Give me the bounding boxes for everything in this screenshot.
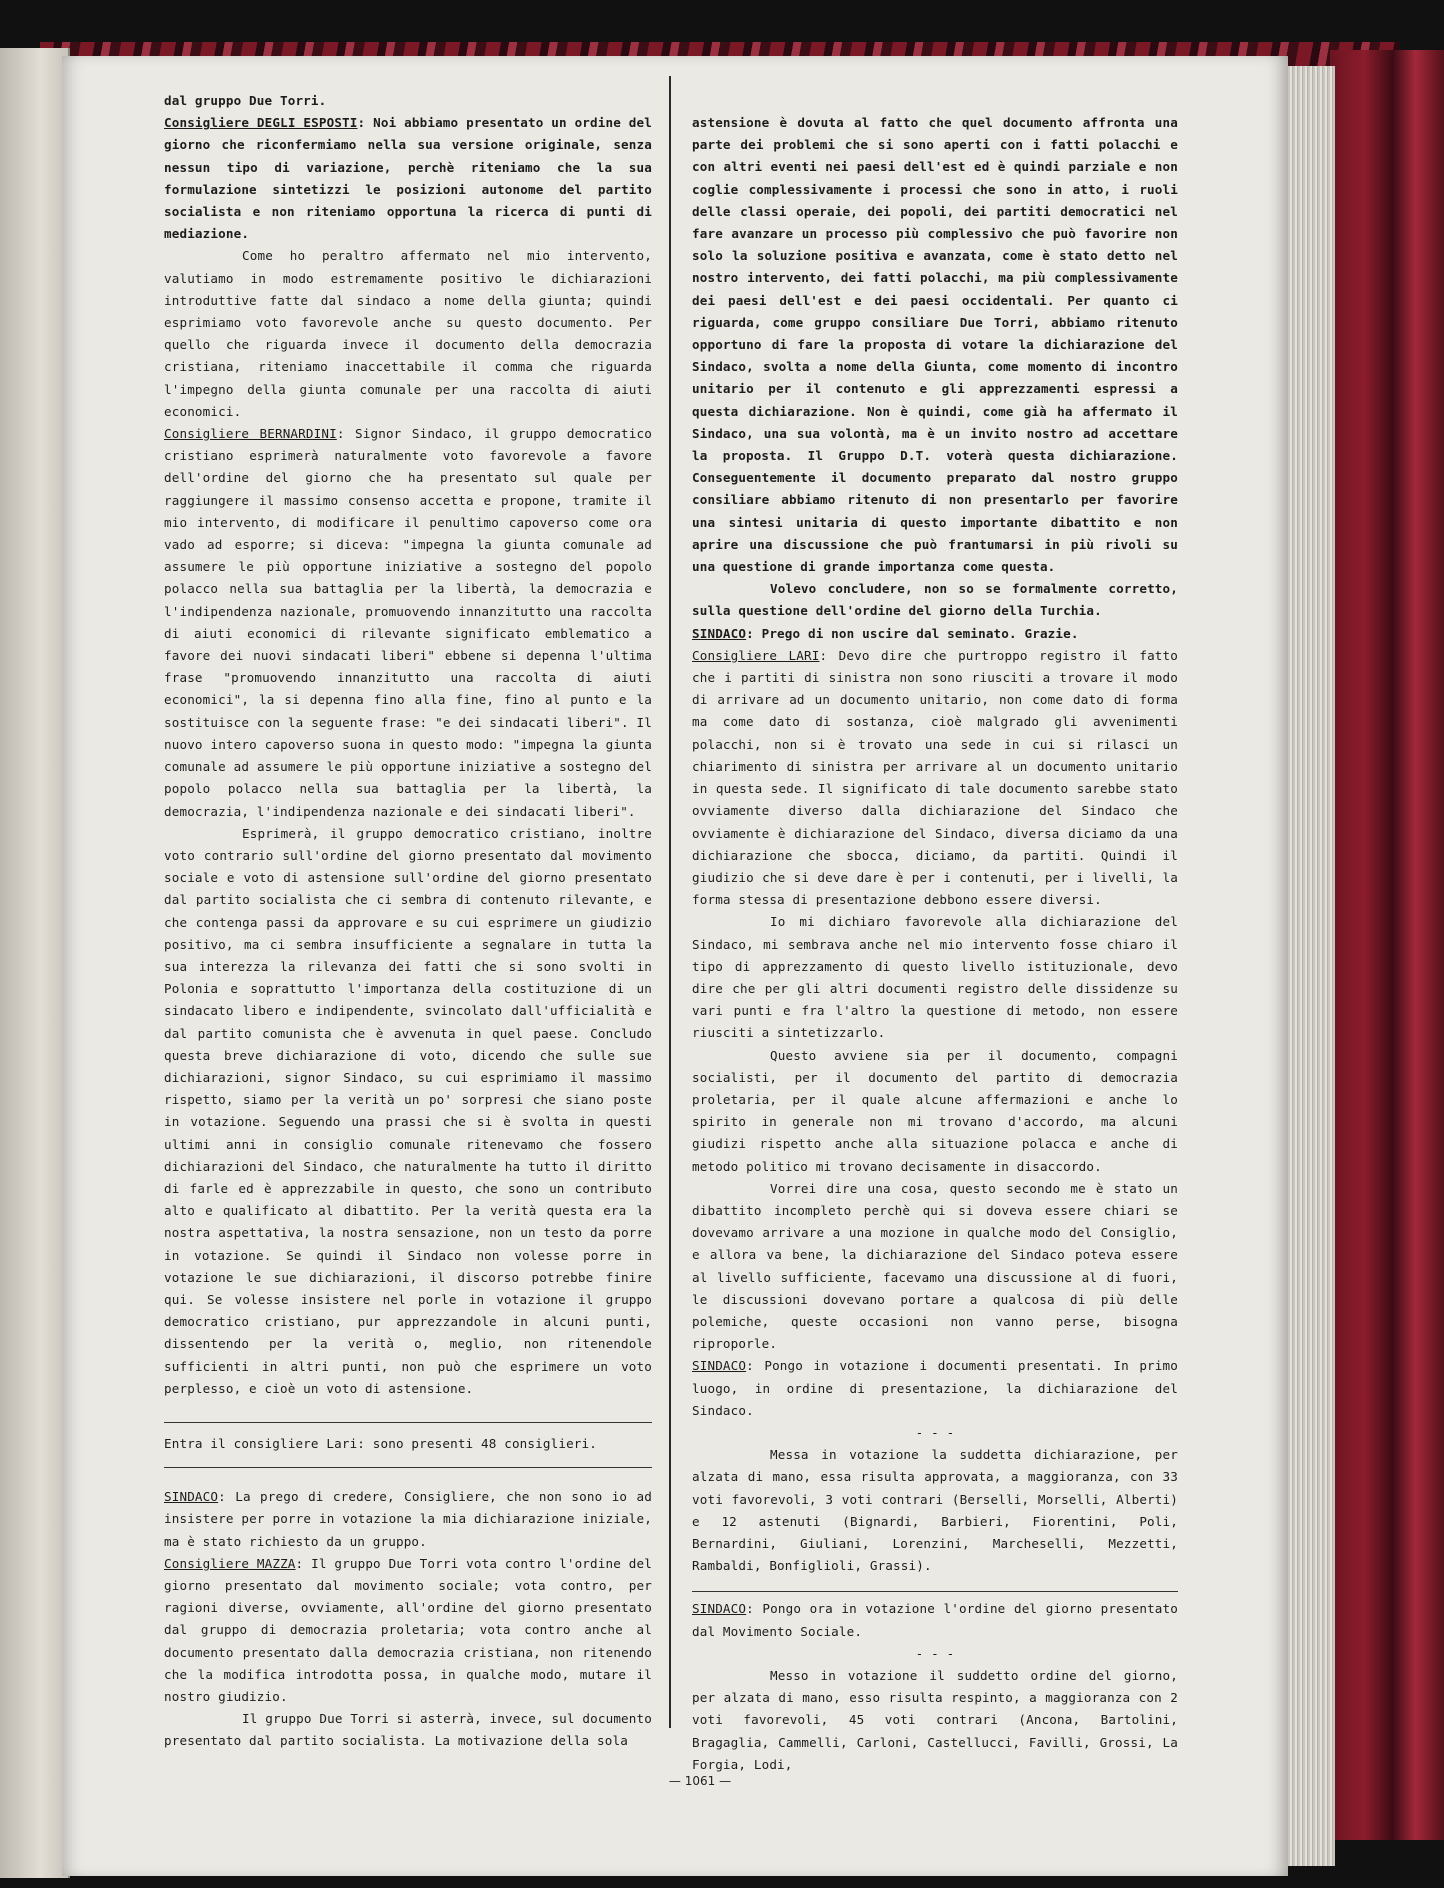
speaker-name: Consigliere LARI [692,647,820,663]
left-page-edge [0,48,70,1878]
left-text-column [164,90,652,1753]
speech-text: : Noi abbiamo presentato un ordine del giorno che riconfermiamo nella sua versione originale, senza nessun tipo di variazione, perchè riteniamo che la sua formulazione sintetizzi le posizioni autonome del partito socialista e non riteniamo opportuna la ricerca di punti di mediazione. [164,115,652,242]
paragraph: dal gruppo Due Torri. [164,93,327,108]
speaker-name: SINDACO [692,1358,747,1374]
paragraph: Io mi dichiaro favorevole alla dichiarazione del Sindaco, mi sembrava anche nel mio intervento fosse chiaro il tipo di apprezzamento di questo livello istituzionale, devo dire che per gli altri documenti registro delle dissidenze su vari punti e fra l'altro la questione di metodo, non essere riusciti a sintetizzarlo. [692,914,1178,1041]
speech-text: : Prego di non uscire dal seminato. Grazie. [746,625,1079,641]
paragraph: Come ho peraltro affermato nel mio intervento, valutiamo in modo estremamente positivo le dichiarazioni introduttive fatte dal sindaco a nome della giunta; quindi esprimiamo voto favorevole anche su questo documento. Per quello che riguarda invece il documento della democrazia cristiana, riteniamo inaccettabile il comma che riguarda l'impegno della giunta comunale per una raccolta di aiuti economici. [164,248,652,419]
speech-text: : Signor Sindaco, il gruppo democratico cristiano esprimerà naturalmente voto favorevole a favore dell'ordine del giorno che ha presentato sul quale per raggiungere il massimo consenso accetta e propone, tramite il mio intervento, di modificare il penultimo capoverso come ora vado ad esporre; si diceva: "impegna la giunta comunale ad assumere le più opportune iniziative a sostegno del popolo polacco nella sua battaglia per la libertà, la democrazia e l'indipendenza nazionale, promuovendo innanzitutto una raccolta di aiuti economici di rilevante significato emblematico a favore dei nuovi sindacati liberi" ebbene si depenna l'ultima frase "promuovendo innanzitutto una raccolta di aiuti economici", la si depenna fino alla fine, fino al punto e la sostituisce con la seguente frase: "e dei sindacati liberi". Il nuovo intero capoverso suona in questo modo: "impegna la giunta comunale ad assumere le più opportune iniziative a sostegno del popolo polacco nella sua battaglia per la libertà, la democrazia, l'indipendenza nazionale e dei sindacati liberi". [164,426,652,819]
paragraph [164,423,652,823]
procedural-note [164,1422,652,1468]
paragraph: astensione è dovuta al fatto che quel documento affronta una parte dei problemi che si sono aperti con i fatti polacchi e con altri eventi nei paesi dell'est ed è quindi parziale e non coglie complessivamente i processi che sono in atto, i ruoli delle classi operaie, dei popoli, dei partiti democratici nel fare avanzare un processo più complessivo che può favorire non solo la soluzione positiva e avanzata, come è stato detto nel nostro intervento, dei fatti polacchi, ma più complessivamente dei paesi dell'est e dei paesi occidentali. Per quanto ci riguarda, come gruppo consiliare Due Torri, abbiamo ritenuto opportuno di fare la proposta di votare la dichiarazione del Sindaco, svolta a nome della Giunta, come momento di incontro unitario per il contenuto e gli apprezzamenti espressi a questa dichiarazione. Non è quindi, come già ha affermato il Sindaco, una sua volontà, ma è un invito nostro ad accettare la proposta. Il Gruppo D.T. voterà questa dichiarazione. Conseguentemente il documento preparato dal nostro gruppo consiliare abbiamo ritenuto di non presentarlo per favorire una sintesi unitaria di questo importante dibattito e non aprire una discussione che può frantumarsi in più rivoli su una questione di grande importanza come questa. [692,115,1178,575]
speaker-name: SINDACO [692,1601,747,1617]
speaker-name: Consigliere MAZZA [164,1555,296,1571]
paragraph: Il gruppo Due Torri si asterrà, invece, sul documento presentato dal partito socialista. La motivazione della sola [164,1711,652,1749]
right-text-column [692,112,1178,1776]
speech-text: : Devo dire che purtroppo registro il fatto che i partiti di sinistra non sono riusciti a trovare il modo di arrivare ad un documento unitario, non come dato di forma ma come dato di sostanza, cioè malgrado gli avvenimenti polacchi, non si è trovato una sede in cui si rilasci un chiarimento di sinistra per arrivare al un documento unitario in questa sede. Il significato di tale documento sarebbe stato ovviamente diverso dalla dichiarazione del Sindaco che ovviamente è dichiarazione del Sindaco, diversa diciamo da una dichiarazione che sbocca, diciamo, da partiti. Quindi il giudizio che si deve dare è per i contenuti, per i livelli, la forma stessa di presentazione debbono essere diversi. [692,647,1179,908]
speech-text: : La prego di credere, Consigliere, che non sono io ad insistere per porre in votazione la mia dichiarazione iniziale, ma è stato richiesto da un gruppo. [164,1489,652,1549]
page-number: — 1061 — [668,1774,732,1788]
paragraph [692,623,1178,645]
paragraph [692,645,1178,911]
speaker-name: SINDACO [692,625,747,641]
paragraph [164,112,652,245]
paragraph: Vorrei dire una cosa, questo secondo me è stato un dibattito incompleto perchè qui si doveva essere chiari se dovevamo arrivare a una mozione in qualche modo del Consiglio, e allora va bene, la dichiarazione del Sindaco poteva essere al livello sufficiente, facevamo una discussione al di fuori, le discussioni dovevano portare a qualcosa di più delle polemiche, queste occasioni non vanno perse, bisogna riproporle. [692,1180,1178,1352]
book-binding-edge [1330,50,1444,1840]
paragraph [692,1355,1178,1422]
paragraph: Messo in votazione il suddetto ordine del giorno, per alzata di mano, esso risulta respinto, a maggioranza con 2 voti favorevoli, 45 voti contrari (Ancona, Bartolini, Bragaglia, Cammelli, Carloni, Castellucci, Favilli, Grossi, La Forgia, Lodi, [692,1668,1178,1772]
paragraph [164,1553,652,1708]
section-separator: - - - [915,1645,955,1661]
paragraph: Messa in votazione la suddetta dichiarazione, per alzata di mano, essa risulta approvata, a maggioranza, con 33 voti favorevoli, 3 voti contrari (Berselli, Morselli, Alberti) e 12 astenuti (Bignardi, Barbieri, Fiorentini, Poli, Bernardini, Giuliani, Lorenzini, Marcheselli, Mezzetti, Rambaldi, Bonfiglioli, Grassi). [692,1447,1178,1574]
speech-text: : Pongo ora in votazione l'ordine del giorno presentato dal Movimento Sociale. [692,1601,1178,1639]
speaker-name: SINDACO [164,1489,219,1505]
paragraph: Esprimerà, il gruppo democratico cristiano, inoltre voto contrario sull'ordine del giorno presentato dal movimento sociale e voto di astensione sull'ordine del giorno presentato dal partito socialista che ci sembra di contenuto rilevante, e che contenga passi da approvare e su cui esprimere un giudizio positivo, ma ci sembra insufficiente a segnalare in tutta la sua interezza la rilevanza dei fatti che si sono svolti in Polonia e soprattutto l'importanza della costituzione di un sindacato libero e indipendente, svincolato dall'ufficialità e dal partito comunista che è avvenuta in quel paese. Concludo questa breve dichiarazione di voto, dicendo che sulle sue dichiarazioni, signor Sindaco, su cui esprimiamo il massimo rispetto, siamo per la verità un po' sorpresi che siano poste in votazione. Seguendo una prassi che si è svolta in questi ultimi anni in consiglio comunale ritenevamo che fossero dichiarazioni del Sindaco, che naturalmente ha tutto il diritto di farle ed è apprezzabile in questo, che sono un contributo alto e qualificato al dibattito. Per la verità questa era la nostra aspettativa, la nostra sensazione, non un testo da porre in votazione. Se quindi il Sindaco non volesse porre in votazione le sue dichiarazioni, il discorso potrebbe finire qui. Se volesse insistere nel porle in votazione il gruppo democratico cristiano, pur apprezzandole in alcuni punti, dissentendo per la verità o, meglio, non ritenendole sufficienti in altri punti, non può che esprimere un voto perplesso, e cioè un voto di astensione. [164,825,652,1396]
paragraph [164,1486,652,1553]
speech-text: : Il gruppo Due Torri vota contro l'ordine del giorno presentato dal movimento sociale; vota contro, per ragioni diverse, ovviamente, all'ordine del giorno presentato dal gruppo di democrazia proletaria; vota contro anche al documento presentato dalla democrazia cristiana, non ritenendo che la modifica introdotta possa, in qualche modo, mutare il nostro giudizio. [164,1555,652,1705]
speaker-name: Consigliere BERNARDINI [164,426,337,442]
page-stack-edge [1282,66,1335,1866]
speaker-name: Consigliere DEGLI ESPOSTI [164,115,358,131]
paragraph: Questo avviene sia per il documento, compagni socialisti, per il documento del partito di democrazia proletaria, per il quale alcune affermazioni e anche lo spirito in generale non mi trovano d'accordo, ma alcuni giudizi rispetto anche alla situazione polacca e anche di metodo politico mi trovano decisamente in disaccordo. [692,1047,1178,1174]
paragraph [692,1598,1178,1642]
section-separator: - - - [915,1424,955,1440]
horizontal-rule [692,1591,1178,1592]
column-divider [669,76,671,1728]
speech-text: : Pongo in votazione i documenti presentati. In primo luogo, in ordine di presentazione, la dichiarazione del Sindaco. [692,1358,1178,1418]
paragraph: Volevo concludere, non so se formalmente corretto, sulla questione dell'ordine del giorno della Turchia. [692,581,1178,619]
note-text: Entra il consigliere Lari: sono presenti 48 consiglieri. [164,1435,597,1451]
